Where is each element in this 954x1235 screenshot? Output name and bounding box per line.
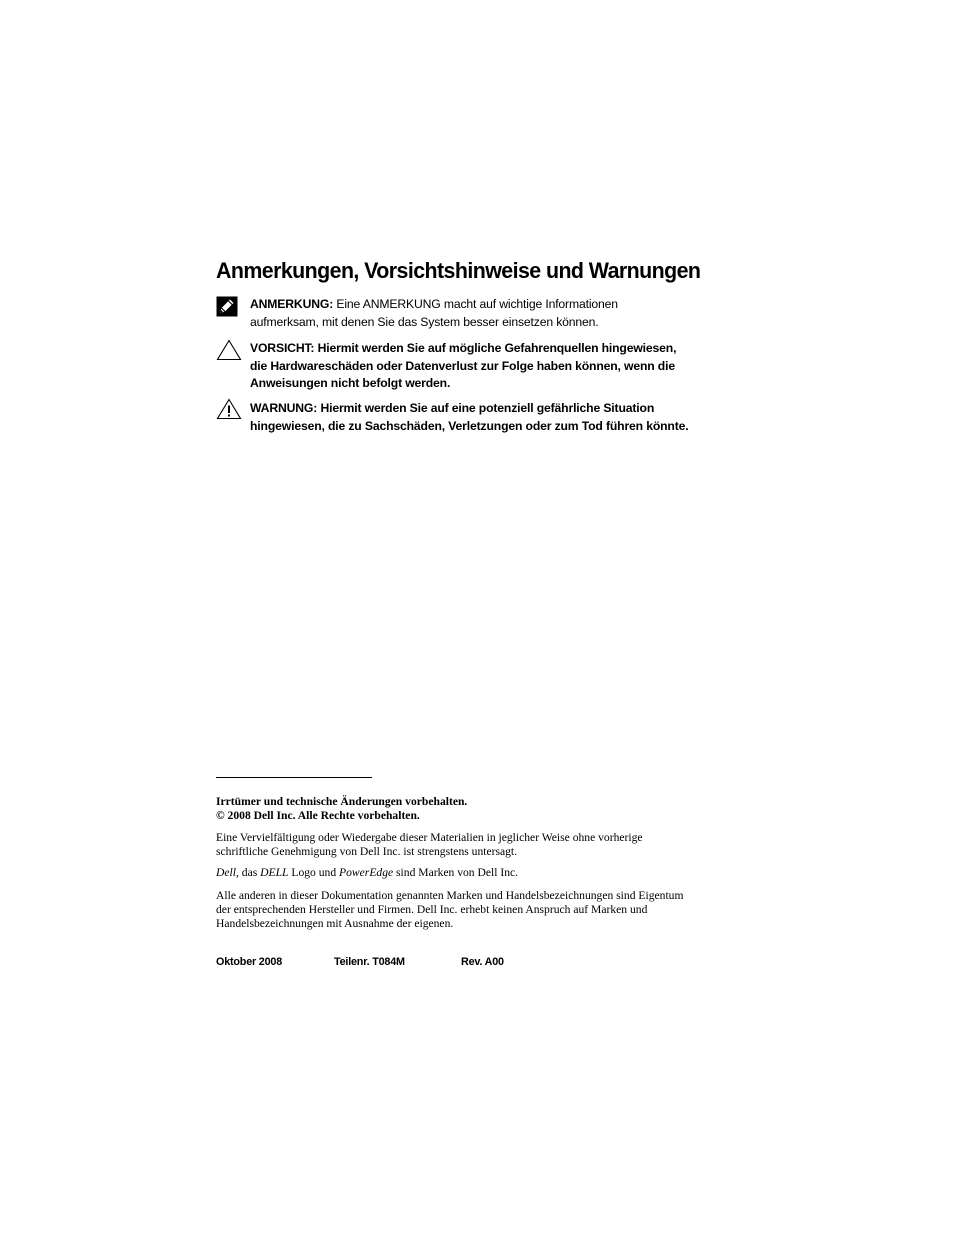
trademark-notice — [216, 866, 736, 880]
footer-date: Oktober 2008 — [216, 956, 283, 968]
copyright-line: © 2008 Dell Inc. Alle Rechte vorbehalten. — [216, 809, 420, 823]
other-trademarks-line-2: der entsprechenden Hersteller und Firmen. Dell Inc. erhebt keinen Anspruch auf Marken und — [216, 903, 648, 917]
caution-triangle-icon — [216, 339, 242, 366]
trademark-line — [216, 866, 736, 880]
trademark-sep-2: Logo und — [288, 866, 340, 879]
footer-revision: Rev. A00 — [461, 956, 504, 968]
warning-label: WARNUNG: — [250, 401, 318, 415]
caution-text-line-2: die Hardwareschäden oder Datenverlust zur Folge haben können, wenn die — [250, 358, 675, 373]
caution-text-line-1: Hiermit werden Sie auf mögliche Gefahrenquellen hingewiesen, — [317, 341, 677, 355]
other-trademarks-notice — [216, 889, 736, 932]
reproduction-line-2: schriftliche Genehmigung von Dell Inc. ist strengstens untersagt. — [216, 845, 518, 859]
note-text-line-2: aufmerksam, mit denen Sie das System besser einsetzen können. — [250, 314, 599, 329]
caution-text-line-3: Anweisungen nicht befolgt werden. — [250, 376, 451, 390]
warning-text-line-1: Hiermit werden Sie auf eine potenziell gefährliche Situation — [320, 401, 655, 415]
page-title: Anmerkungen, Vorsichtshinweise und Warnungen — [216, 258, 701, 283]
separator-line — [216, 777, 372, 778]
reproduction-line-1: Eine Vervielfältigung oder Wiedergabe dieser Materialien in jeglicher Weise ohne vorherige — [216, 831, 643, 844]
note-label: ANMERKUNG: — [250, 297, 334, 311]
trademark-dell-logo: DELL — [260, 866, 289, 879]
footer-part-number: Teilenr. T084M — [334, 956, 405, 968]
other-trademarks-line-3: Handelsbezeichnungen mit Ausnahme der eigenen. — [216, 917, 454, 931]
caution-notice — [250, 340, 730, 393]
other-trademarks-line-1: Alle anderen in dieser Dokumentation genannten Marken und Handelsbezeichnungen sind Eigentum — [216, 889, 684, 902]
warning-text-line-2: hingewiesen, die zu Sachschäden, Verletzungen oder zum Tod führen könnte. — [250, 418, 689, 433]
warning-triangle-icon — [216, 398, 242, 425]
reproduction-notice — [216, 831, 736, 859]
trademark-rest: sind Marken von Dell Inc. — [393, 866, 519, 879]
copyright-block — [216, 795, 736, 823]
disclaimer-line: Irrtümer und technische Änderungen vorbehalten. — [216, 795, 468, 808]
trademark-poweredge: PowerEdge — [339, 866, 394, 879]
trademark-dell: Dell — [216, 866, 236, 879]
warning-notice — [250, 400, 730, 435]
note-notice — [250, 296, 730, 331]
trademark-sep-1: , das — [235, 866, 261, 879]
note-pencil-icon — [216, 296, 238, 322]
caution-label: VORSICHT: — [250, 341, 315, 355]
note-text-line-1: Eine ANMERKUNG macht auf wichtige Informationen — [336, 297, 618, 311]
